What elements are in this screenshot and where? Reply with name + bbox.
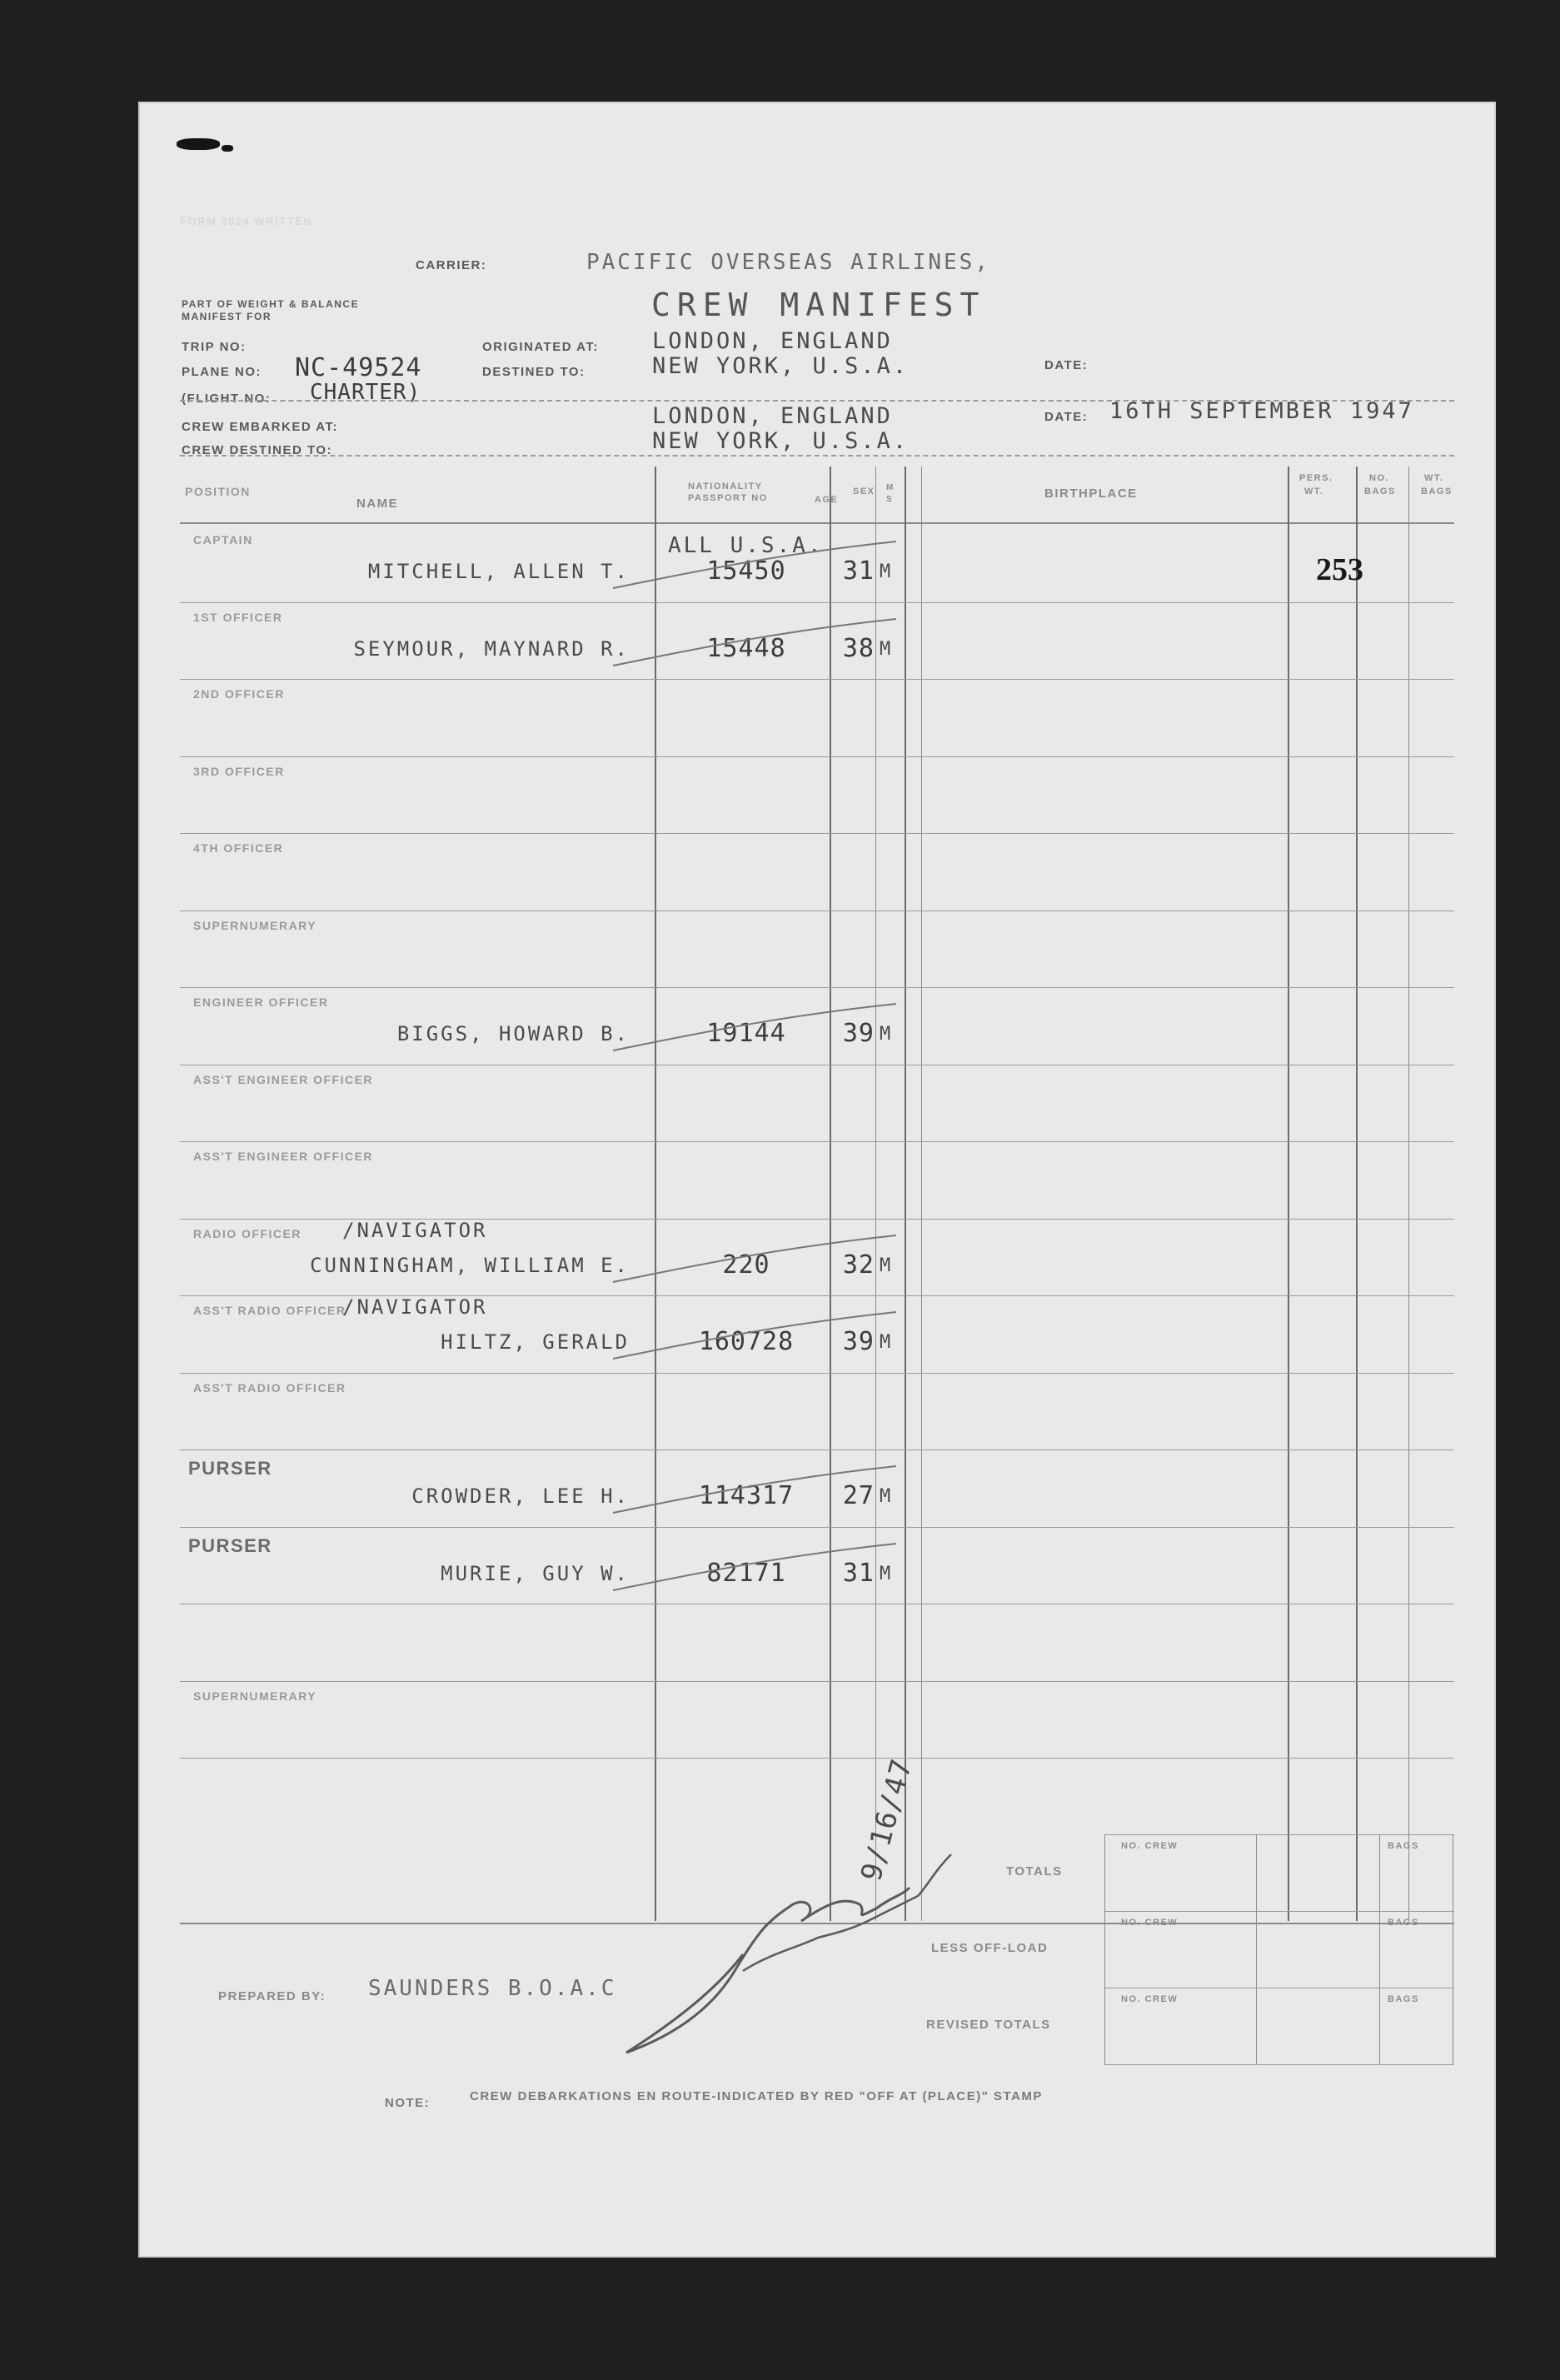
col-bags-2: BAGS	[1421, 486, 1453, 496]
totals-label: TOTALS	[1006, 1864, 1063, 1879]
plane-no-label: PLANE NO:	[182, 365, 262, 379]
row-age: 39	[842, 1327, 875, 1356]
check-stroke	[605, 536, 905, 595]
row-name: MURIE, GUY W.	[441, 1561, 630, 1585]
nationality-all: ALL U.S.A.	[668, 533, 824, 558]
no-crew-label: NO. CREW	[1121, 1841, 1179, 1851]
manifest-sheet	[138, 102, 1496, 2258]
col-age: AGE	[815, 495, 839, 505]
check-stroke-path	[613, 541, 896, 588]
row-passport: 15450	[706, 556, 786, 586]
row-passport: 19144	[706, 1019, 786, 1048]
destined-value: NEW YORK, U.S.A.	[652, 353, 910, 379]
row-passport: 82171	[706, 1558, 786, 1588]
check-stroke-path	[613, 1466, 896, 1513]
row-position: SUPERNUMERARY	[193, 918, 317, 932]
check-stroke-path	[613, 1235, 896, 1282]
crew-destined-value: NEW YORK, U.S.A.	[652, 428, 910, 454]
row-age: 32	[842, 1250, 875, 1280]
no-crew-label: NO. CREW	[1121, 1994, 1179, 2004]
row-position: 3RD OFFICER	[193, 764, 285, 778]
originated-value: LONDON, ENGLAND	[652, 328, 893, 354]
trip-no-label: TRIP NO:	[182, 340, 247, 354]
row-sex: M	[880, 1486, 894, 1507]
row-position: ASS'T ENGINEER OFFICER	[193, 1150, 374, 1163]
flight-no-label: (FLIGHT NO:	[182, 392, 272, 406]
row-position: ASS'T RADIO OFFICER	[193, 1304, 346, 1317]
row-position: SUPERNUMERARY	[193, 1689, 317, 1703]
row-position-extra: /NAVIGATOR	[342, 1218, 488, 1242]
row-position: ASS'T ENGINEER OFFICER	[193, 1072, 374, 1086]
row-name: BIGGS, HOWARD B.	[396, 1022, 630, 1045]
col-pers: PERS.	[1299, 473, 1333, 483]
row-name: MITCHELL, ALLEN T.	[367, 560, 630, 583]
prepared-by-label: PREPARED BY:	[218, 1989, 326, 2003]
check-stroke-path	[613, 619, 896, 666]
row-age: 39	[842, 1019, 875, 1048]
revised-totals-label: REVISED TOTALS	[926, 2018, 1051, 2032]
prepared-by-value: SAUNDERS B.O.A.C	[368, 1976, 617, 2001]
bags-label: BAGS	[1388, 1918, 1419, 1928]
less-offload-label: LESS OFF-LOAD	[931, 1941, 1049, 1955]
check-stroke-path	[613, 1544, 896, 1590]
carrier-value: PACIFIC OVERSEAS AIRLINES,	[586, 250, 990, 275]
check-stroke	[605, 614, 905, 672]
date-label: DATE:	[1044, 410, 1089, 424]
row-name: SEYMOUR, MAYNARD R.	[353, 636, 630, 661]
row-position: PURSER	[188, 1534, 272, 1556]
row-age: 31	[842, 556, 875, 586]
row-position: 1ST OFFICER	[193, 610, 283, 624]
row-name: CUNNINGHAM, WILLIAM E.	[310, 1253, 630, 1277]
col-passport: PASSPORT NO	[688, 493, 768, 503]
row-sex: M	[880, 1332, 894, 1353]
check-stroke	[605, 999, 905, 1057]
row-age: 38	[842, 633, 875, 663]
bags-label: BAGS	[1388, 1994, 1419, 2004]
row-passport: 114317	[698, 1481, 795, 1510]
manifest-for-label: MANIFEST FOR	[182, 311, 272, 322]
row-sex: M	[880, 1255, 894, 1276]
row-age: 27	[842, 1481, 875, 1510]
row-passport: 15448	[706, 633, 786, 663]
flight-no-value: CHARTER)	[310, 380, 421, 405]
check-stroke	[605, 1307, 905, 1365]
check-stroke	[605, 1230, 905, 1289]
col-m: M	[886, 483, 895, 492]
row-sex: M	[880, 561, 894, 582]
col-birthplace: BIRTHPLACE	[1044, 486, 1138, 501]
row-position: ASS'T RADIO OFFICER	[193, 1380, 346, 1395]
row-passport: 160728	[698, 1327, 795, 1356]
row-sex: M	[880, 1024, 894, 1045]
check-stroke	[605, 1539, 905, 1597]
row-position: 4TH OFFICER	[193, 841, 284, 855]
date-label: DATE:	[1044, 358, 1089, 372]
col-no: NO.	[1369, 473, 1390, 483]
destined-label: DESTINED TO:	[482, 365, 586, 379]
row-position: PURSER	[188, 1458, 272, 1479]
row-passport: 220	[722, 1250, 770, 1280]
note-text: CREW DEBARKATIONS EN ROUTE-INDICATED BY RED "OFF AT (PLACE)" STAMP	[470, 2089, 1043, 2103]
check-stroke-path	[613, 1004, 896, 1050]
row-sex: M	[880, 638, 894, 660]
carrier-label: CARRIER:	[416, 258, 487, 272]
date-value: 16TH SEPTEMBER 1947	[1109, 398, 1414, 424]
row-position: 2ND OFFICER	[193, 687, 285, 701]
row-name: CROWDER, LEE H.	[411, 1484, 630, 1508]
crew-embarked-value: LONDON, ENGLAND	[652, 403, 893, 429]
signature	[601, 1779, 1001, 2096]
plane-no-value: NC-49524	[295, 353, 422, 382]
signature-date: 9/16/47	[855, 1754, 920, 1885]
check-stroke	[605, 1461, 905, 1519]
row-position: CAPTAIN	[193, 533, 253, 546]
crew-destined-label: CREW DESTINED TO:	[182, 443, 333, 457]
row-position: RADIO OFFICER	[193, 1226, 302, 1240]
row-name: HILTZ, GERALD	[441, 1330, 630, 1354]
no-crew-label: NO. CREW	[1121, 1918, 1179, 1928]
col-name: NAME	[356, 496, 399, 511]
col-bags: BAGS	[1364, 486, 1396, 496]
page-title: CREW MANIFEST	[651, 287, 986, 323]
note-label: NOTE:	[385, 2096, 431, 2110]
originated-label: ORIGINATED AT:	[482, 340, 599, 354]
col-s: S	[886, 495, 894, 504]
row-age: 31	[842, 1558, 875, 1588]
col-position: POSITION	[185, 485, 251, 498]
row-position: ENGINEER OFFICER	[193, 995, 329, 1009]
row-position-extra: /NAVIGATOR	[342, 1295, 488, 1319]
bags-label: BAGS	[1388, 1841, 1419, 1851]
form-number: FORM 3024 WRITTEN	[180, 215, 313, 227]
col-wt: WT.	[1304, 486, 1324, 496]
ink-smudge	[177, 138, 220, 150]
col-wt-bags: WT.	[1424, 473, 1444, 483]
stamp-number: 253	[1316, 552, 1363, 587]
row-sex: M	[880, 1563, 894, 1584]
crew-embarked-label: CREW EMBARKED AT:	[182, 420, 338, 434]
check-stroke-path	[613, 1312, 896, 1359]
col-sex: SEX	[853, 486, 875, 496]
col-nationality: NATIONALITY	[688, 481, 763, 491]
part-of-label: PART OF WEIGHT & BALANCE	[182, 298, 360, 310]
ink-smudge	[222, 145, 233, 152]
